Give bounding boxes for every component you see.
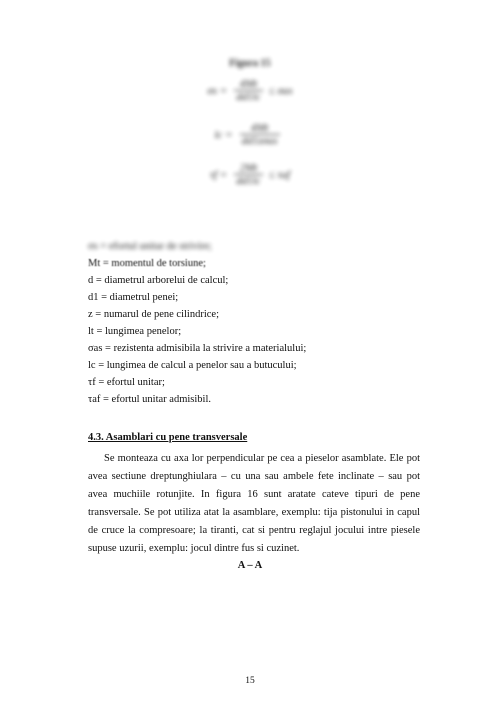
equation-1-numerator: 4Mt [239,78,258,90]
equation-1-rhs: ≤ σas [268,84,293,97]
equation-1-fraction [234,78,262,103]
figure-title: Figura 15 [229,58,271,69]
equation-2-lhs: lc = [214,128,233,141]
paragraph-text: Se monteaza cu axa lor perpendicular pe cea a pieselor asamblate. Ele pot avea sectiune dreptunghiulara – cu una sau ambele fete inclinate – sau pot avea muchiile rotunjite. In figura 16 sunt aratate cateve tipuri de pene transversale. Se pot utiliza atat la asamblare, exemplu: tija pistonului in capul de cruce la compresoare; la tiranti, cat si pentru reglajul jocului intre piesele supuse uzurii, exemplu: jocul dintre fus si cuzinet. [88,453,420,554]
equation-3-fraction [234,162,262,187]
equation-3-lhs: τf = [210,168,228,181]
definition-item: τaf = efortul unitar admisibil. [88,394,211,405]
definition-item: σs = efortul unitar de strivire; [88,241,212,252]
equation-2-fraction [240,122,280,147]
equation-2 [0,122,500,147]
definitions-list [88,238,306,408]
equation-3-denominator: dd1lc [236,175,261,187]
equation-1-lhs: σs = [207,84,228,97]
equation-2-numerator: 4Mt [250,122,269,134]
definition-item: τf = efortul unitar; [88,377,165,388]
definition-item: d = diametrul arborelui de calcul; [88,275,229,286]
equation-3 [0,162,500,187]
equation-2-denominator: dd1zσas [241,135,278,147]
section-cut-label: A – A [237,560,263,571]
page-number: 15 [245,676,255,686]
definition-item: z = numarul de pene cilindrice; [88,309,219,320]
equation-1 [0,78,500,103]
definition-item: lc = lungimea de calcul a penelor sau a butucului; [88,360,297,371]
definition-item: Mt = momentul de torsiune; [88,258,206,269]
definition-item: σas = rezistenta admisibila la strivire a materialului; [88,343,307,354]
definition-item: d1 = diametrul penei; [88,292,179,303]
body-paragraph [88,450,420,558]
equation-1-denominator: dd1lc [236,91,261,103]
section-heading: 4.3. Asamblari cu pene transversale [88,432,248,443]
equation-3-rhs: ≤ τaf [268,168,290,181]
equation-3-numerator: 2Mt [239,162,258,174]
definition-item: lt = lungimea penelor; [88,326,182,337]
